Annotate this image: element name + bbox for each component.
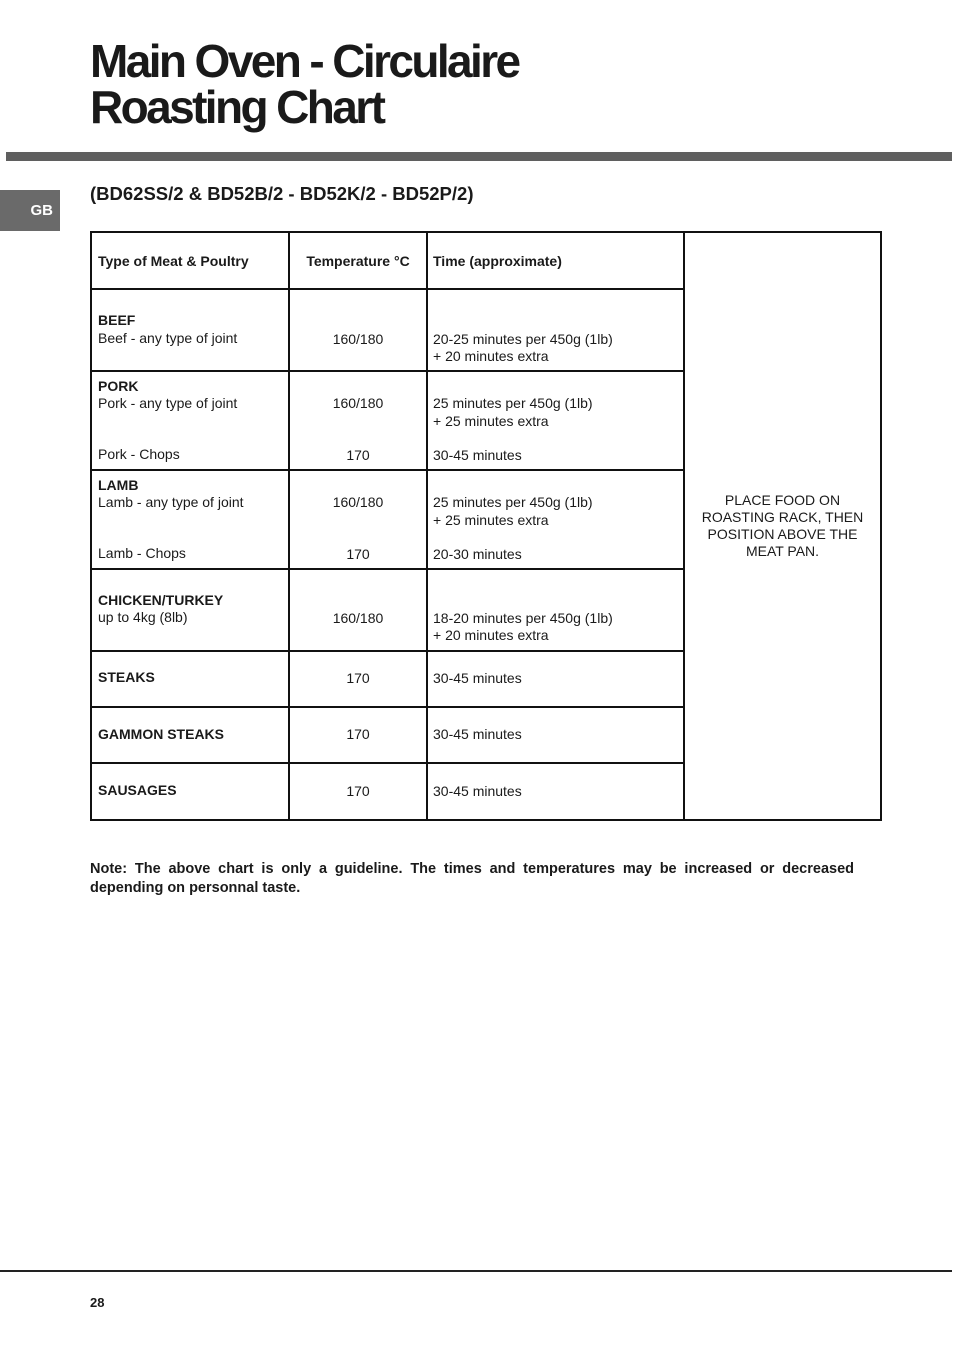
lamb-joint-time1: 25 minutes per 450g (1lb) xyxy=(433,494,593,510)
page-title-line1: Main Oven - Circulaire xyxy=(90,35,519,87)
lamb-name: LAMB xyxy=(98,477,139,493)
footer-divider xyxy=(0,1270,952,1272)
sausages-name: SAUSAGES xyxy=(98,782,177,798)
pork-joint-time1: 25 minutes per 450g (1lb) xyxy=(433,395,593,411)
page-title-line2: Roasting Chart xyxy=(90,81,384,133)
roasting-chart-table xyxy=(90,231,882,821)
steaks-temp: 170 xyxy=(346,670,370,686)
model-numbers: (BD62SS/2 & BD52B/2 - BD52K/2 - BD52P/2) xyxy=(90,183,474,204)
pork-chops-temp: 170 xyxy=(346,447,370,463)
chicken-time2: + 20 minutes extra xyxy=(433,627,549,643)
header-temperature: Temperature °C xyxy=(289,232,427,289)
lamb-chops-temp: 170 xyxy=(346,546,370,562)
language-tab: GB xyxy=(0,190,60,231)
lamb-joint-time2: + 25 minutes extra xyxy=(433,512,549,528)
pork-name: PORK xyxy=(98,378,139,394)
beef-joint: Beef - any type of joint xyxy=(98,330,238,346)
instructions-cell xyxy=(684,232,881,820)
chicken-time1: 18-20 minutes per 450g (1lb) xyxy=(433,610,613,626)
gammon-temp: 170 xyxy=(346,726,370,742)
lamb-joint-temp: 160/180 xyxy=(332,494,384,510)
guideline-note: Note: The above chart is only a guideline. The times and temperatures may be increased or decreased depending on personnal taste. xyxy=(90,861,854,896)
chicken-detail: up to 4kg (8lb) xyxy=(98,609,188,625)
pork-chops: Pork - Chops xyxy=(98,446,180,462)
header-time: Time (approximate) xyxy=(427,232,684,289)
gammon-time: 30-45 minutes xyxy=(433,726,522,742)
pork-joint-temp: 160/180 xyxy=(332,395,384,411)
sausages-temp: 170 xyxy=(346,783,370,799)
lamb-chops-time: 20-30 minutes xyxy=(433,546,522,562)
gammon-name: GAMMON STEAKS xyxy=(98,726,224,742)
steaks-name: STEAKS xyxy=(98,669,155,685)
beef-joint-time1: 20-25 minutes per 450g (1lb) xyxy=(433,331,613,347)
chicken-name: CHICKEN/TURKEY xyxy=(98,592,224,608)
beef-joint-time2: + 20 minutes extra xyxy=(433,348,549,364)
lamb-joint: Lamb - any type of joint xyxy=(98,494,244,510)
page-title xyxy=(90,35,519,133)
beef-joint-temp: 160/180 xyxy=(332,331,384,347)
instructions-text: PLACE FOOD ON ROASTING RACK, THEN POSITION ABOVE THE MEAT PAN. xyxy=(701,492,864,559)
pork-joint-time2: + 25 minutes extra xyxy=(433,413,549,429)
sausages-time: 30-45 minutes xyxy=(433,783,522,799)
header-divider xyxy=(6,152,952,161)
lamb-chops: Lamb - Chops xyxy=(98,545,186,561)
steaks-time: 30-45 minutes xyxy=(433,670,522,686)
table-header-row xyxy=(91,232,881,289)
pork-joint: Pork - any type of joint xyxy=(98,395,238,411)
chicken-temp: 160/180 xyxy=(332,610,384,626)
page-number: 28 xyxy=(90,1295,105,1310)
pork-chops-time: 30-45 minutes xyxy=(433,447,522,463)
beef-name: BEEF xyxy=(98,312,136,328)
header-meat: Type of Meat & Poultry xyxy=(91,232,289,289)
